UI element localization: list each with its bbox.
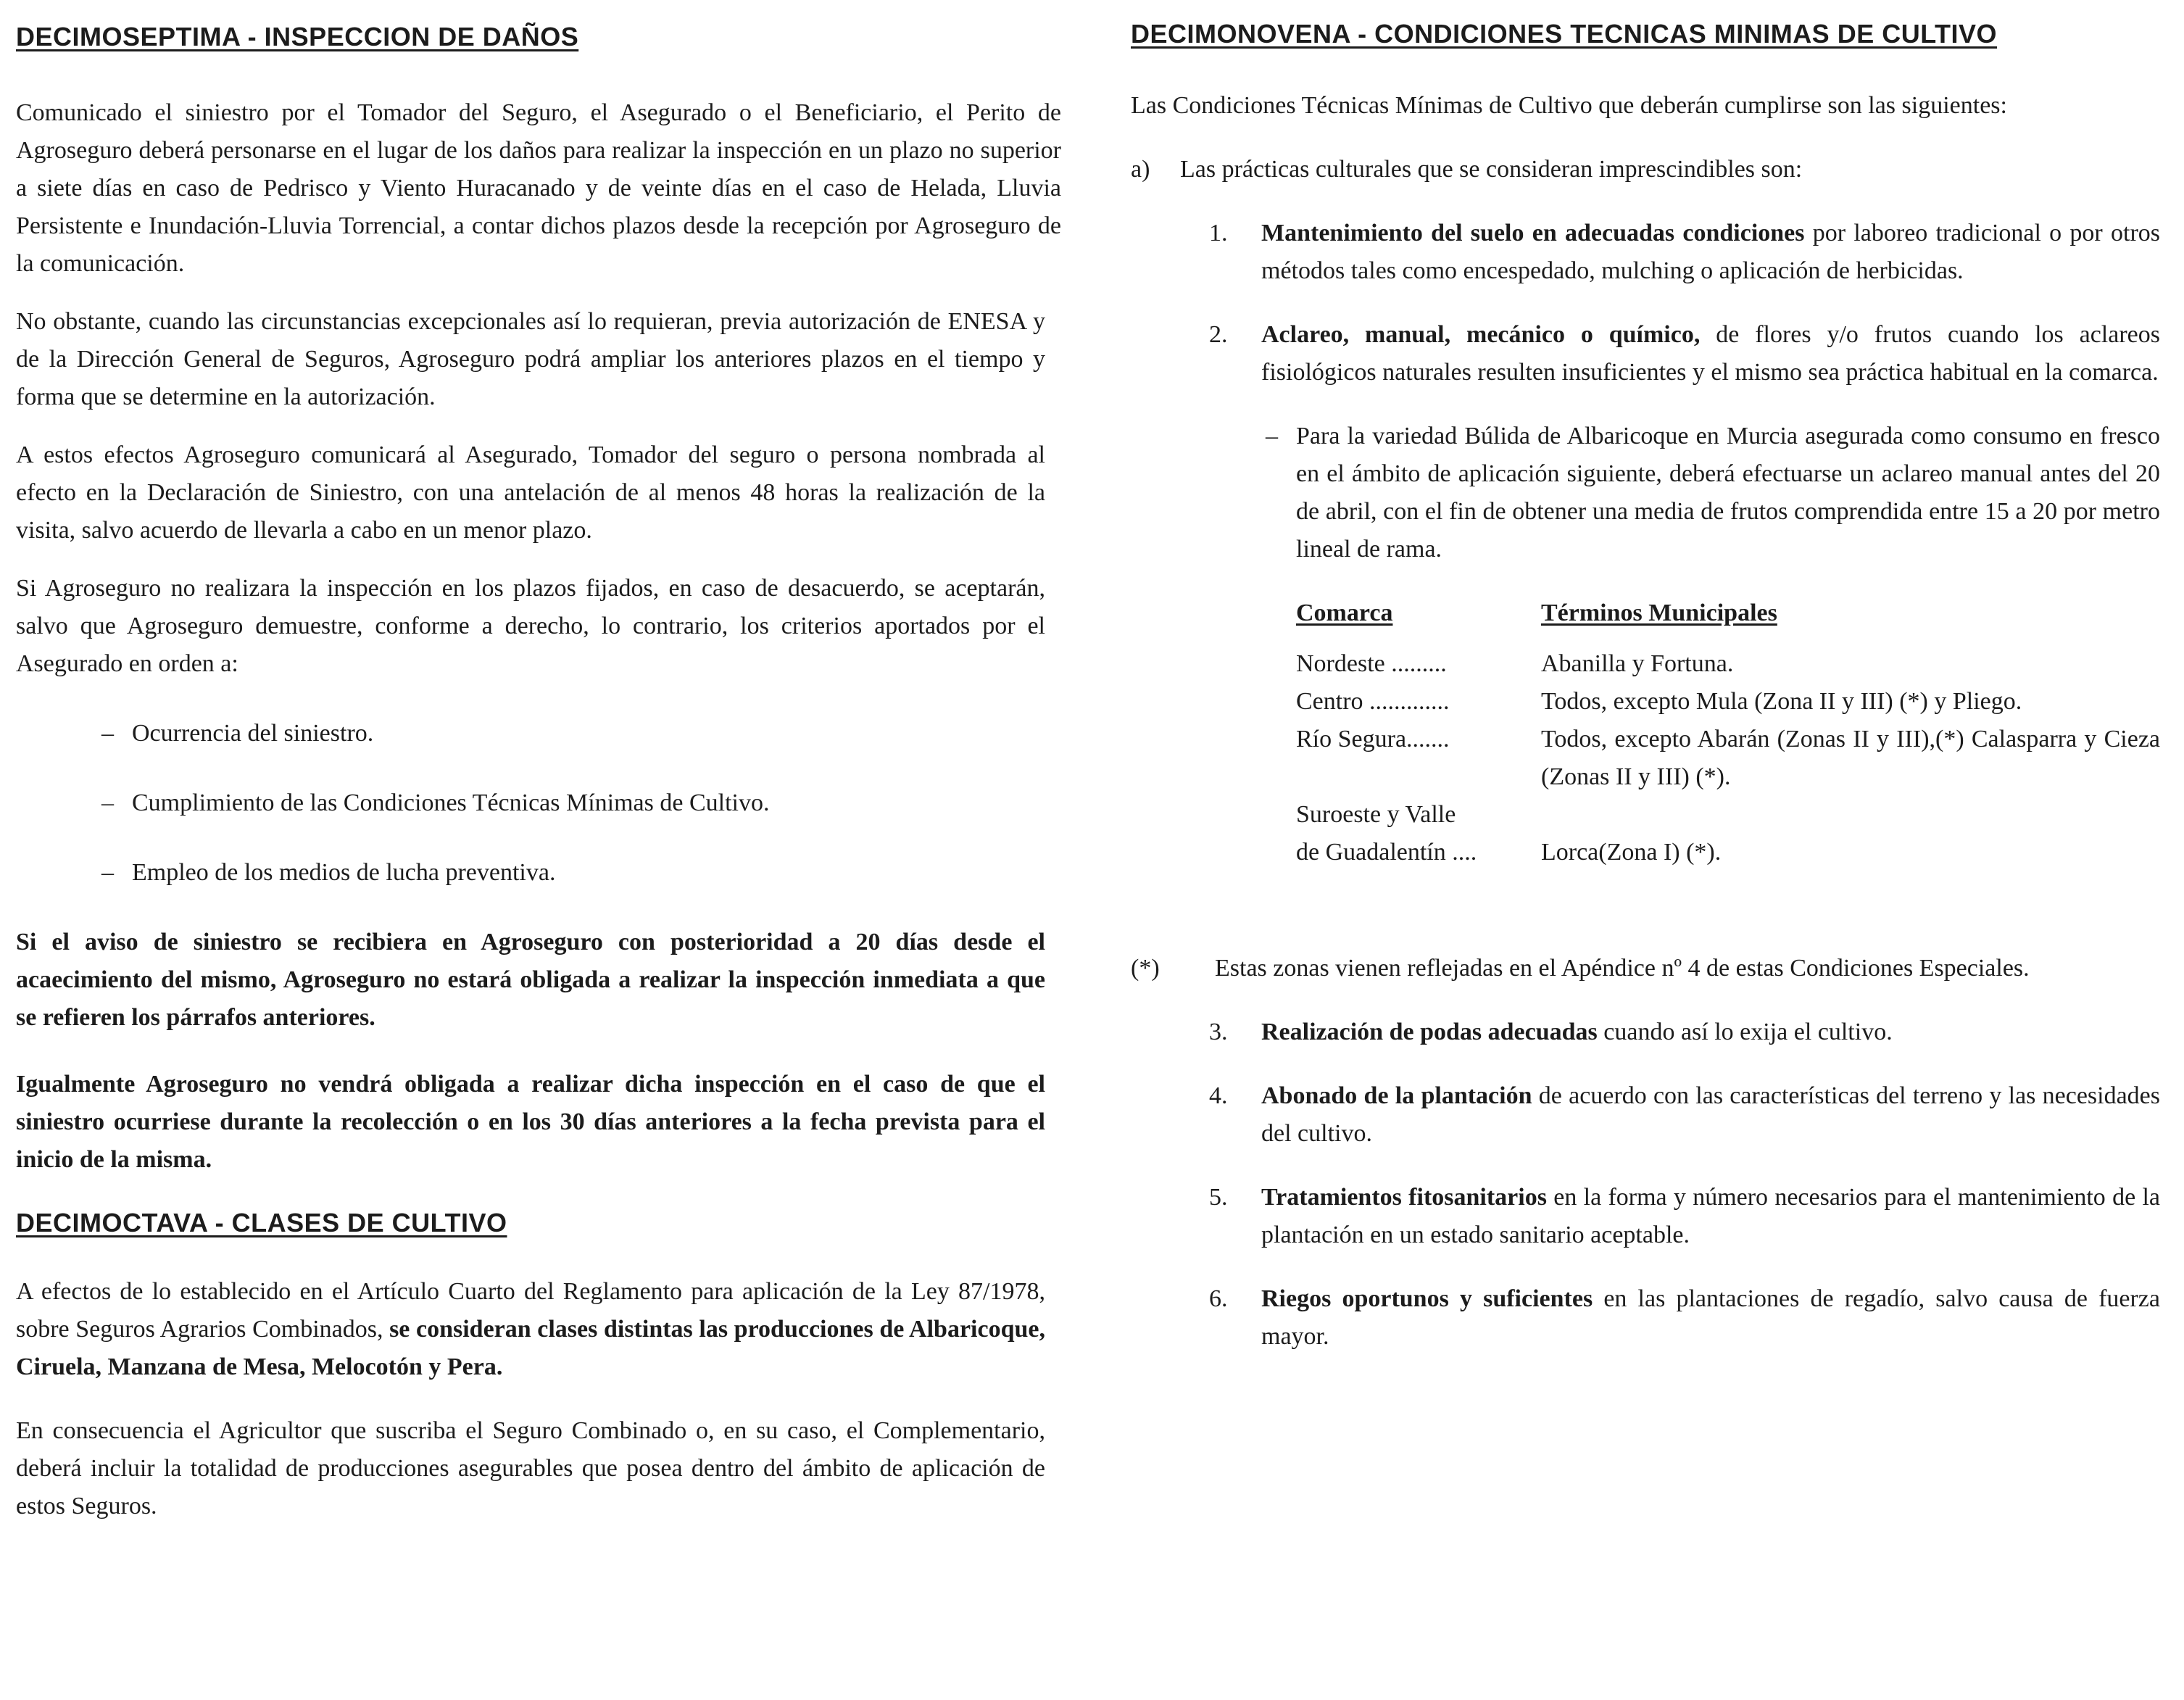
- dash-bullet: –: [101, 720, 114, 747]
- terminos-cell: Abanilla y Fortuna.: [1541, 650, 1734, 677]
- practice-text: cuando así lo exija el cultivo.: [1597, 1019, 1893, 1045]
- section-18-title: DECIMOCTAVA - CLASES DE CULTIVO: [16, 1208, 507, 1237]
- list-item: [16, 854, 1045, 892]
- practice-bold: Mantenimiento del suelo en adecuadas condiciones: [1261, 220, 1805, 246]
- comarca-cell: Río Segura.......: [1296, 726, 1450, 752]
- practice-text: en la forma y número necesarios para el mantenimiento de la plantación en un estado sanitario aceptable.: [1261, 1184, 2160, 1248]
- item-a-text: Las prácticas culturales que se consideran imprescindibles son:: [1180, 156, 1803, 183]
- section-19-item-a: [1131, 151, 2160, 188]
- section-19-title: DECIMONOVENA - CONDICIONES TECNICAS MINIMAS DE CULTIVO: [1131, 19, 1998, 49]
- comarca-cell: de Guadalentín ....: [1296, 839, 1477, 866]
- practice-bold: Abonado de la plantación: [1261, 1082, 1532, 1109]
- practice-text: en las plantaciones de regadío, salvo causa de fuerza mayor.: [1261, 1285, 2160, 1350]
- list-item-text: Empleo de los medios de lucha preventiva.: [132, 859, 556, 886]
- table-row: [1296, 645, 2160, 683]
- item-a-label: a): [1131, 156, 1150, 183]
- terminos-cell: Lorca(Zona I) (*).: [1541, 839, 1722, 866]
- practice-number: 3.: [1209, 1019, 1228, 1045]
- list-item-text: Cumplimiento de las Condiciones Técnicas Mínimas de Cultivo.: [132, 789, 770, 816]
- column-header-comarca: Comarca: [1296, 600, 1393, 626]
- table-header-row: [1296, 594, 2160, 645]
- section-18-paragraph-1-text: A efectos de lo establecido en el Artículo Cuarto del Reglamento para aplicación de la Ley 87/1978, sobre Seguros Agrarios Combinados,: [16, 1278, 1045, 1343]
- practice-number: 2.: [1209, 321, 1228, 348]
- section-18-paragraph-1: [16, 1273, 1045, 1386]
- comarcas-table: [1296, 594, 2160, 871]
- section-17-title: DECIMOSEPTIMA - INSPECCION DE DAÑOS: [16, 22, 579, 51]
- practice-bold: Tratamientos fitosanitarios: [1261, 1184, 1547, 1211]
- practice-text: por laboreo tradicional o por otros métodos tales como encespedado, mulching o aplicación de herbicidas.: [1261, 220, 2160, 284]
- terminos-cell: [1541, 796, 2160, 834]
- table-row: [1296, 683, 2160, 721]
- practice-number: 1.: [1209, 220, 1228, 246]
- terminos-cell: Todos, excepto Mula (Zona II y III) (*) y Pliego.: [1541, 688, 2022, 715]
- dash-bullet: –: [1266, 423, 1278, 449]
- section-17-paragraph-3: A estos efectos Agroseguro comunicará al Asegurado, Tomador del seguro o persona nombrada al efecto en la Declaración de Siniestro, con una antelación de al menos 48 horas la realización de la visita, salvo acuerdo de llevarla a cabo en un menor plazo.: [16, 441, 1045, 544]
- practice-item-4: [1131, 1077, 2160, 1153]
- section-17-paragraph-1: Comunicado el siniestro por el Tomador del Seguro, el Asegurado o el Beneficiario, el Perito de Agroseguro deberá personarse en el lugar de los daños para realizar la inspección en un plazo no superior a siete días en caso de Pedrisco y Viento Huracanado y de veinte días en el caso de Helada, Lluvia Persistente e Inundación-Lluvia Torrencial, a contar dichos plazos desde la recepción por Agroseguro de la comunicación.: [16, 99, 1061, 277]
- practice-item-3: [1131, 1013, 2160, 1051]
- practice-text: de acuerdo con las características del terreno y las necesidades del cultivo.: [1261, 1082, 2161, 1147]
- list-item: [16, 715, 1045, 752]
- practice-bold: Realización de podas adecuadas: [1261, 1019, 1598, 1045]
- bulida-note-text: Para la variedad Búlida de Albaricoque en Murcia asegurada como consumo en fresco en el ámbito de aplicación siguiente, deberá efectuarse un aclareo manual antes del 20 de abril, con el fin de obtener una media de frutos comprendida entre 15 a 20 por metro lineal de rama.: [1296, 423, 2160, 563]
- comarca-cell: Centro .............: [1296, 688, 1450, 715]
- section-18-paragraph-2: En consecuencia el Agricultor que suscriba el Seguro Combinado o, en su caso, el Complementario, deberá incluir la totalidad de producciones asegurables que posea dentro del ámbito de aplicación de estos Seguros.: [16, 1417, 1045, 1519]
- footnote-text: Estas zonas vienen reflejadas en el Apéndice nº 4 de estas Condiciones Especiales.: [1215, 955, 2030, 982]
- terminos-cell: Todos, excepto Abarán (Zonas II y III),(*) Calasparra y Cieza (Zonas II y III) (*).: [1541, 726, 2160, 790]
- list-item-text: Ocurrencia del siniestro.: [132, 720, 374, 747]
- left-column: [16, 19, 1061, 1525]
- practice-item-2: [1131, 316, 2160, 391]
- table-row: [1296, 796, 2160, 834]
- practice-number: 6.: [1209, 1285, 1228, 1312]
- section-19-intro: Las Condiciones Técnicas Mínimas de Cultivo que deberán cumplirse son las siguientes:: [1131, 92, 2007, 119]
- practice-bold: Riegos oportunos y suficientes: [1261, 1285, 1593, 1312]
- right-column: [1131, 19, 2160, 1356]
- practice-text: de flores y/o frutos cuando los aclareos fisiológicos naturales resulten insuficientes y el mismo sea práctica habitual en la comarca.: [1261, 321, 2160, 386]
- section-17-paragraph-5: Si el aviso de siniestro se recibiera en Agroseguro con posterioridad a 20 días desde el acaecimiento del mismo, Agroseguro no estará obligada a realizar la inspección inmediata a que se refieren los párrafos anteriores.: [16, 929, 1045, 1031]
- table-row: [1296, 834, 2160, 871]
- section-17-paragraph-4: Si Agroseguro no realizara la inspección en los plazos fijados, en caso de desacuerdo, se aceptarán, salvo que Agroseguro demuestre, conforme a derecho, lo contrario, los criterios aportados por el Asegurado en orden a:: [16, 575, 1045, 677]
- table-row: [1296, 721, 2160, 796]
- practice-number: 4.: [1209, 1082, 1228, 1109]
- footnote-marker: (*): [1131, 955, 1160, 982]
- practice-item-1: [1131, 215, 2160, 290]
- dash-bullet: –: [101, 789, 114, 816]
- column-header-terminos: Términos Municipales: [1541, 600, 1777, 626]
- section-17-paragraph-2: No obstante, cuando las circunstancias excepcionales así lo requieran, previa autorización de ENESA y de la Dirección General de Seguros, Agroseguro podrá ampliar los anteriores plazos en el tiempo y forma que se determine en la autorización.: [16, 308, 1045, 410]
- practice-item-6: [1131, 1280, 2160, 1356]
- section-18-paragraph-1-bold: se consideran clases distintas las producciones de Albaricoque, Ciruela, Manzana de Mesa, Melocotón y Pera.: [16, 1316, 1045, 1380]
- dash-bullet: –: [101, 859, 114, 886]
- comarca-cell: Nordeste .........: [1296, 650, 1447, 677]
- practice-bold: Aclareo, manual, mecánico o químico,: [1261, 321, 1701, 348]
- practice-item-5: [1131, 1179, 2160, 1254]
- practice-number: 5.: [1209, 1184, 1228, 1211]
- bulida-note: [1131, 418, 2160, 568]
- comarca-cell: Suroeste y Valle: [1296, 801, 1456, 828]
- list-item: [16, 784, 1045, 822]
- zones-footnote: [1131, 950, 2160, 987]
- section-17-paragraph-6: Igualmente Agroseguro no vendrá obligada a realizar dicha inspección en el caso de que el siniestro ocurriese durante la recolección o en los 30 días anteriores a la fecha prevista para el inicio de la misma.: [16, 1071, 1045, 1173]
